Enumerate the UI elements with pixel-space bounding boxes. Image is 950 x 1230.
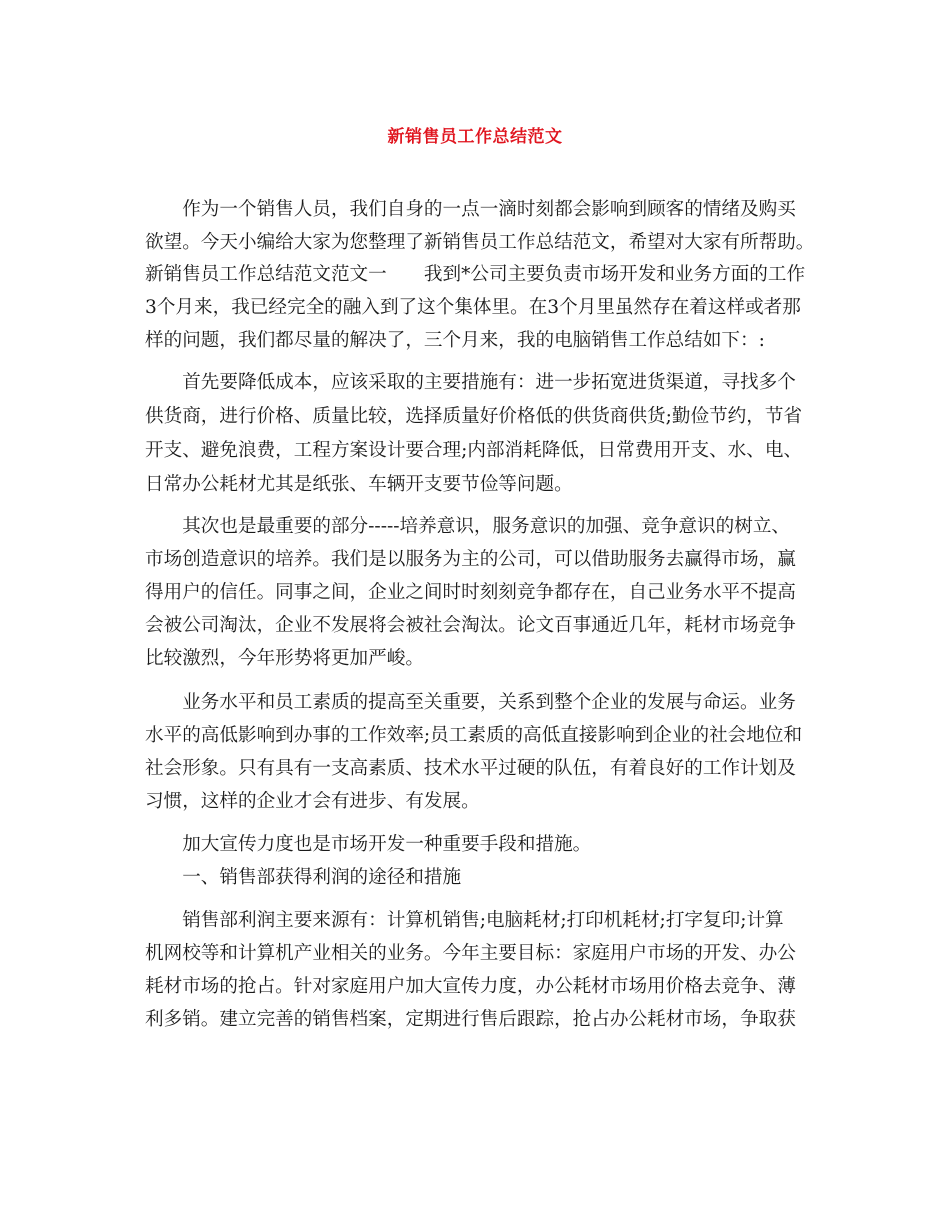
body-line: 比较激烈，今年形势将更加严峻。: [145, 648, 424, 669]
document-title: 新销售员工作总结范文: [387, 127, 563, 147]
body-line: 水平的高低影响到办事的工作效率;员工素质的高低直接影响到企业的社会地位和: [145, 725, 803, 746]
body-line: 作为一个销售人员，我们自身的一点一滴时刻都会影响到顾客的情绪及购买: [145, 199, 796, 220]
body-line: 3个月来，我已经完全的融入到了这个集体里。在3个月里虽然存在着这样或者那: [145, 297, 801, 318]
body-line: 新销售员工作总结范文范文一 我到*公司主要负责市场开发和业务方面的工作: [145, 264, 806, 285]
body-line: 会被公司淘汰，企业不发展将会被社会淘汰。论文百事通近几年，耗材市场竞争: [145, 615, 796, 636]
body-line: 社会形象。只有具有一支高素质、技术水平过硬的队伍，有着良好的工作计划及: [145, 758, 796, 779]
body-line: 耗材市场的抢占。针对家庭用户加大宣传力度，办公耗材市场用价格去竞争、薄: [145, 976, 796, 997]
body-line: 其次也是最重要的部分-----培养意识，服务意识的加强、竞争意识的树立、: [145, 516, 791, 537]
body-line: 利多销。建立完善的销售档案，定期进行售后跟踪，抢占办公耗材市场，争取获: [145, 1009, 796, 1030]
body-line: 习惯，这样的企业才会有进步、有发展。: [145, 791, 480, 812]
body-line: 销售部利润主要来源有：计算机销售;电脑耗材;打印机耗材;打字复印;计算: [145, 910, 784, 931]
body-line: 加大宣传力度也是市场开发一种重要手段和措施。: [145, 834, 592, 855]
body-line: 欲望。今天小编给大家为您整理了新销售员工作总结范文，希望对大家有所帮助。: [145, 232, 815, 253]
body-line: 日常办公耗材尤其是纸张、车辆开支要节俭等问题。: [145, 474, 573, 495]
body-line: 一、销售部获得利润的途径和措施: [145, 867, 462, 888]
body-line: 首先要降低成本，应该采取的主要措施有：进一步拓宽进货渠道，寻找多个: [145, 372, 796, 393]
body-line: 机网校等和计算机产业相关的业务。今年主要目标：家庭用户市场的开发、办公: [145, 943, 796, 964]
body-line: 市场创造意识的培养。我们是以服务为主的公司，可以借助服务去赢得市场，赢: [145, 549, 796, 570]
body-line: 样的问题，我们都尽量的解决了，三个月来，我的电脑销售工作总结如下：:: [145, 330, 765, 351]
body-line: 得用户的信任。同事之间，企业之间时时刻刻竞争都存在，自己业务水平不提高: [145, 582, 796, 603]
body-line: 开支、避免浪费，工程方案设计要合理;内部消耗降低，日常费用开支、水、电、: [145, 440, 803, 461]
body-line: 供货商，进行价格、质量比较，选择质量好价格低的供货商供货;勤俭节约，节省: [145, 406, 803, 427]
body-line: 业务水平和员工素质的提高至关重要，关系到整个企业的发展与命运。业务: [145, 692, 796, 713]
